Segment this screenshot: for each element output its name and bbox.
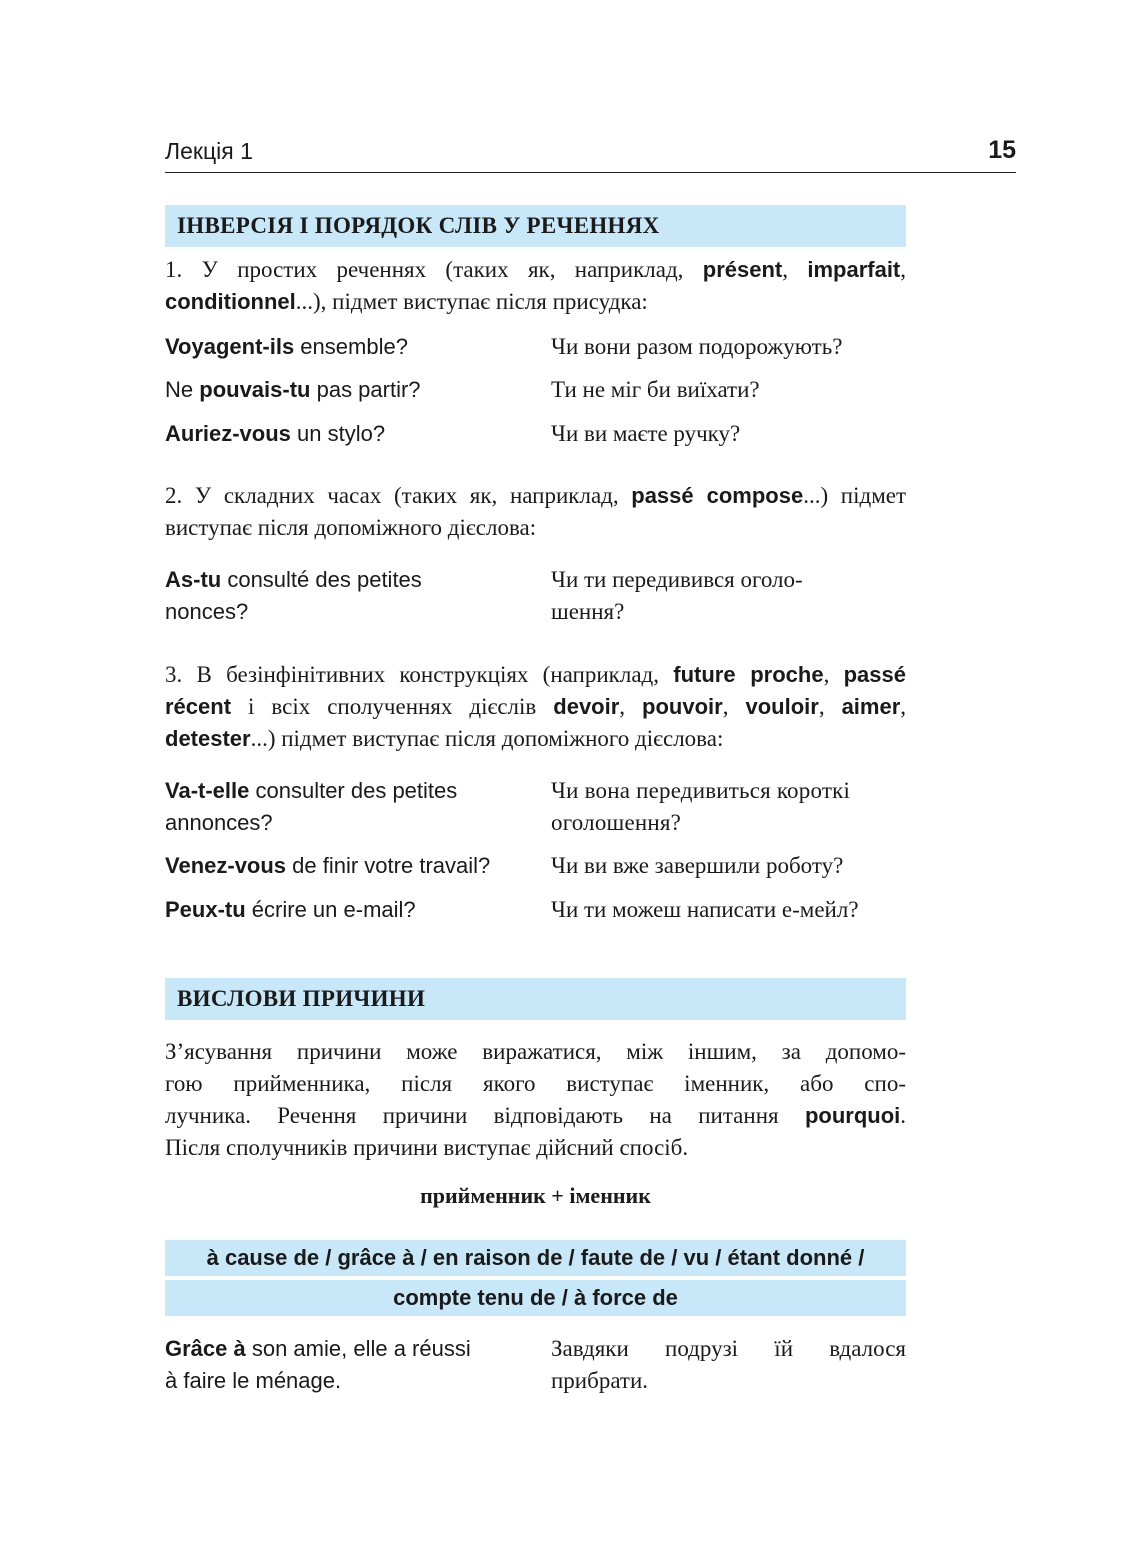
example-row [165, 775, 906, 839]
french-example: Voyagent-ils ensemble? [165, 334, 408, 359]
ukrainian-translation: Ти не міг би виїхати? [551, 377, 760, 402]
ukrainian-translation: Чи ти можеш написати е-мейл? [551, 897, 859, 922]
french-example: Ne pouvais-tu pas partir? [165, 377, 421, 402]
french-example: As-tu consulté des petites nonces? [165, 567, 422, 624]
example-row [165, 564, 906, 628]
ukrainian-translation: Чи ти передивився оголо- шення? [551, 567, 803, 624]
example-row [165, 1333, 906, 1397]
cause-intro-paragraph: З’ясування причини може виражатися, між іншим, за допомо- гою прийменника, після якого виступає іменник, або спо- лучника. Речення причини відповідають на питання pourquoi. Після сполучників причини виступає дійсний спосіб. [165, 1039, 906, 1160]
rule-2-paragraph: 2. У складних часах (таких як, наприклад, passé compose...) підмет виступає після допоміжного дієслова: [165, 483, 907, 540]
french-example: Venez-vous de finir votre travail? [165, 853, 491, 878]
section-heading-cause: ВИСЛОВИ ПРИЧИНИ [165, 978, 906, 1020]
lecture-title: Лекція 1 [165, 138, 253, 164]
rule-3-paragraph: 3. В безінфінітивних конструкціях (наприклад, future proche, passé récent і всіх сполученнях дієслів devoir, pouvoir, vouloir, aimer, detester...) підмет виступає після допоміжного дієслова: [165, 662, 907, 751]
french-example: Peux-tu écrire un e-mail? [165, 897, 416, 922]
french-example: Auriez-vous un stylo? [165, 421, 386, 446]
running-head [165, 136, 1016, 173]
ukrainian-translation: Завдяки подрузі їй вдалося прибрати. [551, 1336, 906, 1393]
prepositions-list-line-2: compte tenu de / à force de [165, 1280, 906, 1316]
french-example: Va-t-elle consulter des petites annonces? [165, 778, 458, 835]
prepositions-list-line-1: à cause de / grâce à / en raison de / faute de / vu / étant donné / [165, 1240, 906, 1276]
section-heading-inversion: ІНВЕРСІЯ І ПОРЯДОК СЛІВ У РЕЧЕННЯХ [165, 205, 906, 247]
ukrainian-translation: Чи ви маєте ручку? [551, 421, 741, 446]
formula-preposition-noun: прийменник + іменник [420, 1183, 651, 1208]
rule-1-paragraph: 1. У простих реченнях (таких як, наприклад, présent, imparfait, conditionnel...), підмет виступає після присудка: [165, 257, 907, 314]
ukrainian-translation: Чи вони разом подорожують? [551, 334, 843, 359]
page-number: 15 [988, 136, 1016, 164]
ukrainian-translation: Чи ви вже завершили роботу? [551, 853, 844, 878]
french-example: Grâce à son amie, elle a réussi à faire le ménage. [165, 1336, 471, 1393]
ukrainian-translation: Чи вона передивиться короткі оголошення? [551, 778, 851, 835]
